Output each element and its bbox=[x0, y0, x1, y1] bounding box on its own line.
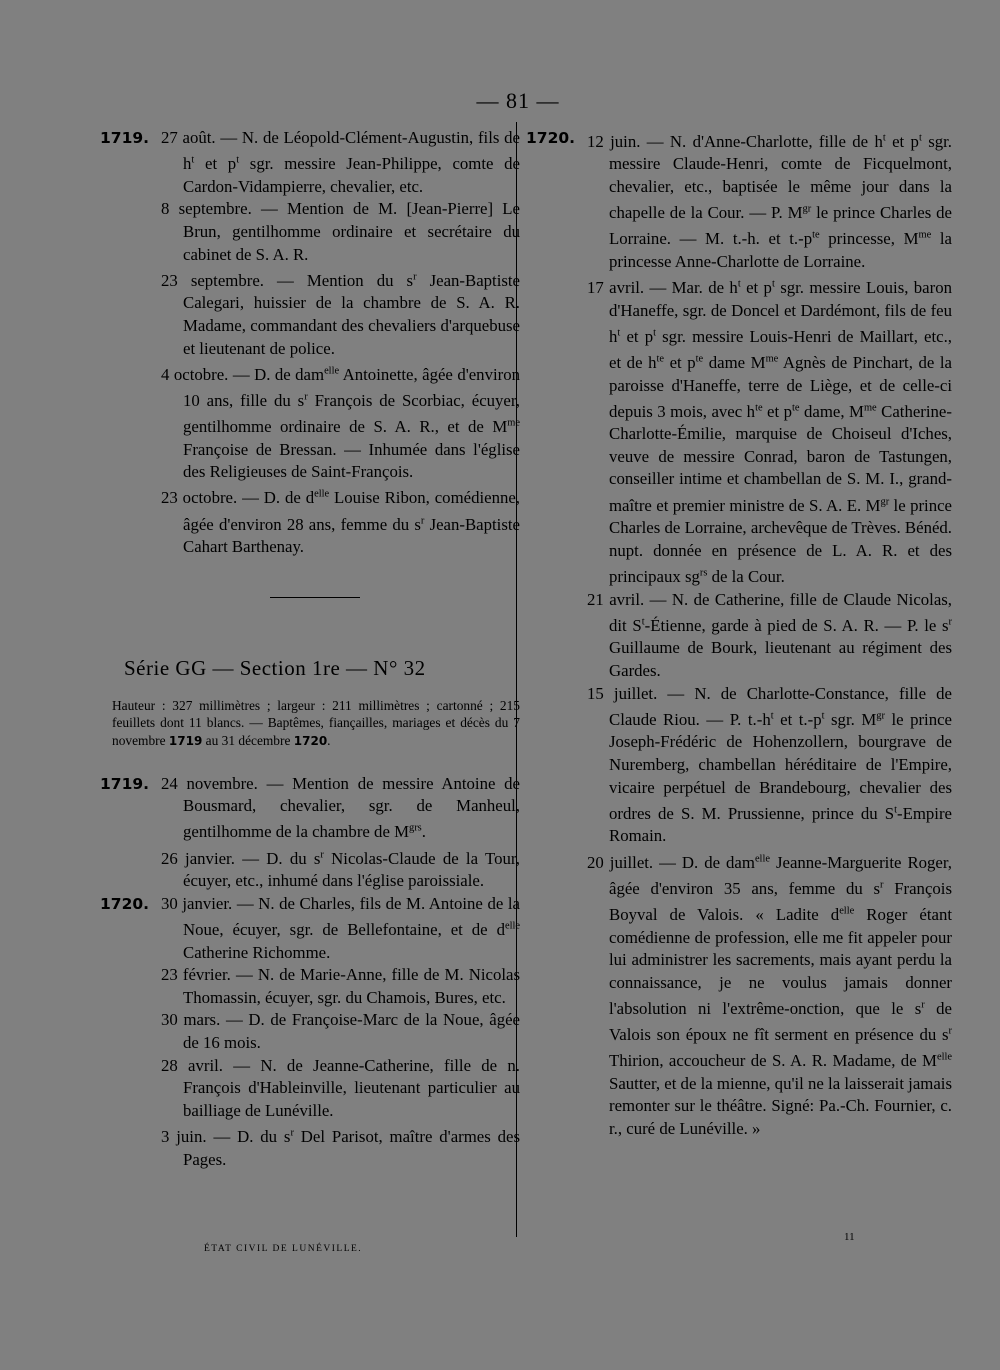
footer-signature-number: 11 bbox=[844, 1231, 855, 1243]
register-entry bbox=[100, 844, 520, 893]
section-separator bbox=[270, 597, 360, 598]
register-entry bbox=[100, 484, 520, 559]
entry-date: 27 août. bbox=[161, 128, 221, 147]
entry-date: 26 janvier. bbox=[161, 848, 243, 868]
register-entry bbox=[526, 273, 952, 588]
register-entry bbox=[526, 848, 952, 1141]
entry-year: 1719. bbox=[100, 129, 150, 147]
entry-text: — Mention de messire Antoine de Bousmard, chevalier, sgr. de Manheul, gentilhomme de la chambre de $M^{grs}$. bbox=[183, 773, 520, 842]
entry-text: — D. du $s^r$ Del Parisot, maître d'armes des Pages. bbox=[183, 1126, 521, 1169]
right-entries bbox=[526, 127, 952, 1141]
entry-text: — D. de dam$^{elle}$ Antoinette, âgée d'environ 10 ans, fille du $s^r$ François de Scorbiac, écuyer, gentilhomme ordinaire de S. A. R., et de $M^{me}$ Françoise de Bressan. — Inhumée dans l'église des Religieuses de Saint-François. bbox=[183, 364, 520, 482]
register-entry bbox=[100, 360, 520, 484]
entry-text: — D. de Françoise-Marc de la Noue, âgée de 16 mois. bbox=[183, 1010, 520, 1052]
left-entries-1720 bbox=[100, 773, 520, 1171]
entry-date: 24 novembre. bbox=[161, 773, 267, 793]
entry-date: 28 avril. bbox=[161, 1055, 234, 1075]
entry-date: 3 juin. bbox=[161, 1126, 214, 1146]
entry-year: 1720. bbox=[100, 894, 150, 913]
entry-date: 30 mars. bbox=[161, 1010, 226, 1030]
entry-date: 8 septembre. bbox=[161, 199, 261, 219]
register-entry bbox=[100, 964, 520, 1009]
entry-date: 12 juin. bbox=[587, 131, 647, 151]
series-description: Hauteur : 327 millimètres ; largeur : 211 millimètres ; cartonné ; 215 feuillets dont 11 blancs. — Baptêmes, fiançailles, mariages et décès du 7 novembre 1719 au 31 décembre 1720. bbox=[112, 697, 520, 749]
entry-text: — Mention du $s^r$ Jean-Baptiste Calegari, huissier de la chambre de S. A. R. Madame, commandant des chevaliers d'arquebuse et lieutenant de police. bbox=[183, 270, 521, 358]
register-entry bbox=[526, 127, 952, 273]
entry-date: 23 octobre. bbox=[161, 488, 243, 508]
entry-text: — Mar. de $h^t$ et $p^t$ sgr. messire Louis, baron d'Haneffe, sgr. de Doncel et Dardémont, fils de feu $h^t$ et $p^t$ sgr. messire Louis-Henri de Maillart, etc., et de $h^{te}$ et $p^{te}$ dame $M^{me}$ Agnès de Pinchart, de la paroisse d'Haneffe, terre de Liège, et de celle-ci depuis 3 mois, avec $h^{te}$ et $p^{te}$ dame, $M^{me}$ Catherine-Charlotte-Émilie, marquise de Choiseul d'Iches, veuve de messire Conrad, baron de Tastungen, conseiller intime et chambellan de S. M. I., grand-maître et premier ministre de S. A. E. $M^{gr}$ le prince Charles de Lorraine, archevêque de Trèves. Bénéd. nupt. donnée en présence de L. A. R. et des principaux $sg^{rs}$ de la Cour. bbox=[609, 277, 952, 587]
register-entry bbox=[526, 683, 952, 848]
entry-text: — N. d'Anne-Charlotte, fille de $h^t$ et $p^t$ sgr. messire Claude-Henri, comte de Ficquelmont, chevalier, etc., baptisée le même jour dans la chapelle de la Cour. — P. $M^{gr}$ le prince Charles de Lorraine. — M. t.-h. et $t.-p^{te}$ princesse, $M^{me}$ la princesse Anne-Charlotte de Lorraine. bbox=[609, 131, 952, 271]
column-divider bbox=[516, 122, 517, 1237]
entry-year: 1719. bbox=[100, 774, 150, 793]
entry-text: — D. de $d^{elle}$ Louise Ribon, comédienne, âgée d'environ 28 ans, femme du $s^r$ Jean-Baptiste Cahart Barthenay. bbox=[183, 488, 520, 557]
entry-date: 21 avril. bbox=[587, 589, 650, 609]
entry-text: — N. de Charles, fils de M. Antoine de la Noue, écuyer, sgr. de Bellefontaine, et de $d^{elle}$ Catherine Richomme. bbox=[183, 893, 520, 962]
entry-text: — N. de Catherine, fille de Claude Nicolas, dit $S^t$-Étienne, garde à pied de S. A. R. — P. le $s^r$ Guillaume de Bourk, lieutenant au régiment des Gardes. bbox=[609, 589, 953, 680]
entry-date: 20 juillet. bbox=[587, 852, 660, 872]
register-entry bbox=[100, 127, 520, 198]
entry-date: 17 avril. bbox=[587, 277, 650, 297]
register-entry bbox=[100, 773, 520, 844]
entry-date: 15 juillet. bbox=[587, 683, 668, 703]
page-number: — 81 — bbox=[476, 88, 560, 113]
register-entry bbox=[526, 589, 952, 683]
entry-text: — N. de Léopold-Clément-Augustin, fils de $h^t$ et $p^t$ sgr. messire Jean-Philippe, comte de Cardon-Vidampierre, chevalier, etc. bbox=[183, 128, 520, 196]
entry-text: — D. de dam$^{elle}$ Jeanne-Marguerite Roger, âgée d'environ 35 ans, femme du $s^r$ François Boyval de Valois. « Ladite $d^{elle}$ Roger étant comédienne de profession, elle me fit appeler pour lui administrer les sacrements, mais ayant perdu la connaissance, je ne voulus jamais donner l'absolution ni l'extrême-onction, que le $s^r$ de Valois son époux ne fît serment en présence du $s^r$ Thirion, accoucheur de S. A. R. Madame, de $M^{elle}$ Sautter, et de la mienne, qu'il ne la laisserait jamais remonter sur le théâtre. Signé: Pa.-Ch. Fournier, c. r., curé de Lunéville. » bbox=[609, 852, 952, 1139]
left-entries-1719 bbox=[100, 127, 520, 559]
entry-text: — N. de Charlotte-Constance, fille de Claude Riou. — P. $t.-h^t$ et $t.-p^t$ sgr. $M^{gr}$ le prince Joseph-Frédéric de Hohenzollern, bourgrave de Nuremberg, chambellan héréditaire de l'Empire, vicaire perpétuel de Brandebourg, chevalier des ordres de S. M. Prussienne, prince du $S^t$-Empire Romain. bbox=[609, 683, 952, 846]
entry-text: — Mention de M. [Jean-Pierre] Le Brun, gentilhomme ordinaire et secrétaire du cabinet de S. A. R. bbox=[183, 199, 521, 264]
register-entry bbox=[100, 198, 520, 266]
left-column bbox=[100, 127, 520, 1171]
entry-date: 23 février. bbox=[161, 965, 236, 985]
entry-text: — N. de Jeanne-Catherine, fille de n. François d'Hableinville, lieutenant particulier au bailliage de Lunéville. bbox=[183, 1055, 520, 1120]
register-entry bbox=[100, 266, 520, 360]
register-entry bbox=[100, 893, 520, 964]
entry-year: 1720. bbox=[526, 129, 576, 147]
entry-date: 30 janvier. bbox=[161, 893, 237, 913]
entry-date: 23 septembre. bbox=[161, 270, 278, 290]
entry-date: 4 octobre. bbox=[161, 364, 233, 384]
entry-text: — D. du $s^r$ Nicolas-Claude de la Tour, écuyer, etc., inhumé dans l'église paroissiale. bbox=[183, 848, 520, 891]
register-entry bbox=[100, 1009, 520, 1054]
footer-signature: ÉTAT CIVIL DE LUNÉVILLE. bbox=[204, 1244, 363, 1254]
register-entry bbox=[100, 1055, 520, 1123]
right-column bbox=[526, 127, 952, 1141]
series-heading: Série GG — Section 1re — N° 32 bbox=[124, 655, 426, 680]
entry-text: — N. de Marie-Anne, fille de M. Nicolas Thomassin, écuyer, sgr. du Chamois, Bures, etc. bbox=[183, 965, 521, 1007]
register-entry bbox=[100, 1122, 520, 1171]
